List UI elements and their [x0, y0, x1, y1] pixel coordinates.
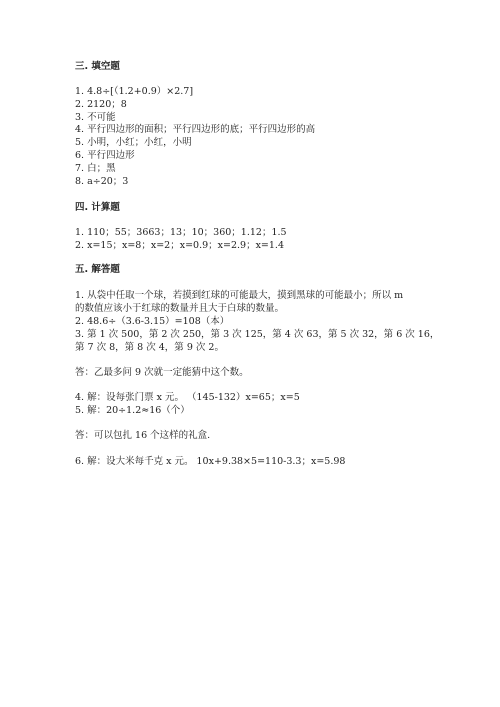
answer-line: 3. 不可能	[75, 112, 116, 123]
answer-line: 4. 解：设每张门票 x 元。 （145-132）x=65；x=5	[75, 392, 300, 403]
answer-line: 1. 110；55；3663；13；10；360；1.12；1.5	[75, 227, 287, 238]
answer-line: 2. x=15；x=8；x=2；x=0.9；x=2.9；x=1.4	[75, 240, 284, 251]
section-title-word-problems: 五. 解答题	[75, 264, 120, 275]
answer-line: 1. 从袋中任取一个球，若摸到红球的可能最大，摸到黑球的可能最小；所以 m	[75, 290, 404, 301]
answer-line: 答：可以包扎 16 个这样的礼盒.	[75, 430, 211, 441]
section-title-calculation: 四. 计算题	[75, 202, 120, 213]
section-title-fill-in: 三. 填空题	[75, 61, 120, 72]
answer-line: 2. 48.6÷（3.6-3.15）=108（本）	[75, 316, 230, 327]
answer-line: 的数值应该小于红球的数量并且大于白球的数量。	[75, 303, 285, 314]
answer-line: 4. 平行四边形的面积；平行四边形的底；平行四边形的高	[75, 124, 316, 135]
answer-line: 8. a÷20；3	[75, 176, 129, 187]
answer-line: 2. 2120；8	[75, 99, 127, 110]
answer-line: 第 7 次 8，第 8 次 4，第 9 次 2。	[75, 342, 224, 353]
answer-line: 5. 解：20÷1.2≈16（个）	[75, 405, 190, 416]
answer-line: 3. 第 1 次 500，第 2 次 250，第 3 次 125，第 4 次 63，第 5 次 32，第 6 次 16，	[75, 329, 440, 340]
answer-line: 7. 白；黑	[75, 163, 116, 174]
answer-line: 5. 小明，小红；小红，小明	[75, 137, 192, 148]
answer-line: 6. 解：设大米每千克 x 元。 10x+9.38×5=110-3.3；x=5.98	[75, 456, 346, 467]
answer-line: 答：乙最多问 9 次就一定能猜中这个数。	[75, 367, 249, 378]
answer-line: 1. 4.8÷[（1.2+0.9）×2.7]	[75, 86, 194, 97]
answer-line: 6. 平行四边形	[75, 150, 135, 161]
